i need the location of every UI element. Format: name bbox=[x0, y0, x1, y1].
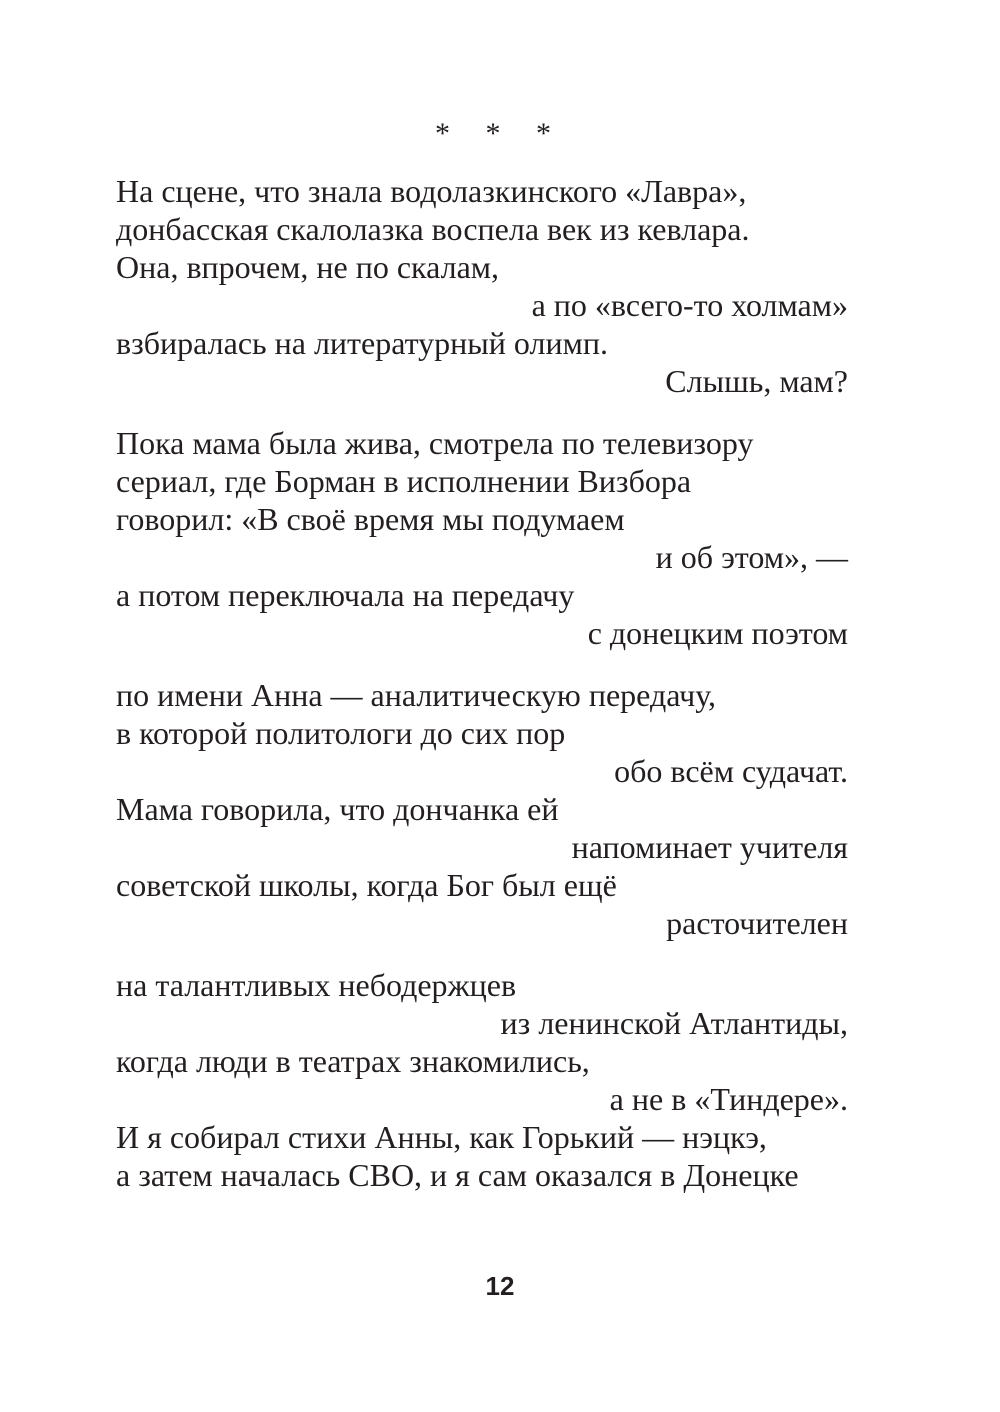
poem-line: Она, впрочем, не по скалам, bbox=[116, 249, 500, 285]
poem-line-indented: с донецким поэтом bbox=[587, 615, 848, 651]
poem-line: донбасская скалолазка воспела век из кевлара. bbox=[116, 211, 750, 247]
stanza bbox=[116, 676, 876, 942]
poem-line: на талантливых небодержцев bbox=[116, 967, 517, 1003]
poem-line: по имени Анна — аналитическую передачу, bbox=[116, 677, 717, 713]
poem-line: в которой политологи до сих пор bbox=[116, 715, 566, 751]
poem-line: На сцене, что знала водолазкинского «Лавра», bbox=[116, 173, 747, 209]
stanza bbox=[116, 424, 876, 652]
poem-body bbox=[116, 172, 876, 1218]
poem-line: Мама говорила, что дончанка ей bbox=[116, 791, 559, 827]
stanza bbox=[116, 172, 876, 400]
poem-line-indented: а не в «Тиндере». bbox=[609, 1081, 848, 1117]
poem-line-indented: Слышь, мам? bbox=[665, 363, 848, 399]
poem-line-indented: а по «всего-то холмам» bbox=[531, 287, 848, 323]
poem-line: а потом переключала на передачу bbox=[116, 577, 575, 613]
poem-line-indented: напоминает учителя bbox=[571, 829, 848, 865]
poem-line: сериал, где Борман в исполнении Визбора bbox=[116, 463, 692, 499]
poem-line: Пока мама была жива, смотрела по телевизору bbox=[116, 425, 754, 461]
poem-line: а затем началась СВО, и я сам оказался в Донецке bbox=[116, 1157, 799, 1193]
section-ornament: * * * bbox=[435, 117, 565, 150]
stanza bbox=[116, 966, 876, 1194]
page-number: 12 bbox=[485, 1271, 515, 1301]
poem-line: когда люди в театрах знакомились, bbox=[116, 1043, 590, 1079]
poem-line-indented: и об этом», — bbox=[655, 539, 848, 575]
poem-line-indented: из ленинской Атлантиды, bbox=[500, 1005, 848, 1041]
poem-line-indented: расточителен bbox=[666, 905, 848, 941]
poem-line: говорил: «В своё время мы подумаем bbox=[116, 501, 625, 537]
poem-line: И я собирал стихи Анны, как Горький — нэцкэ, bbox=[116, 1119, 767, 1155]
poem-line: советской школы, когда Бог был ещё bbox=[116, 867, 617, 903]
poem-line-indented: обо всём судачат. bbox=[614, 753, 848, 789]
poem-line: взбиралась на литературный олимп. bbox=[116, 325, 608, 361]
